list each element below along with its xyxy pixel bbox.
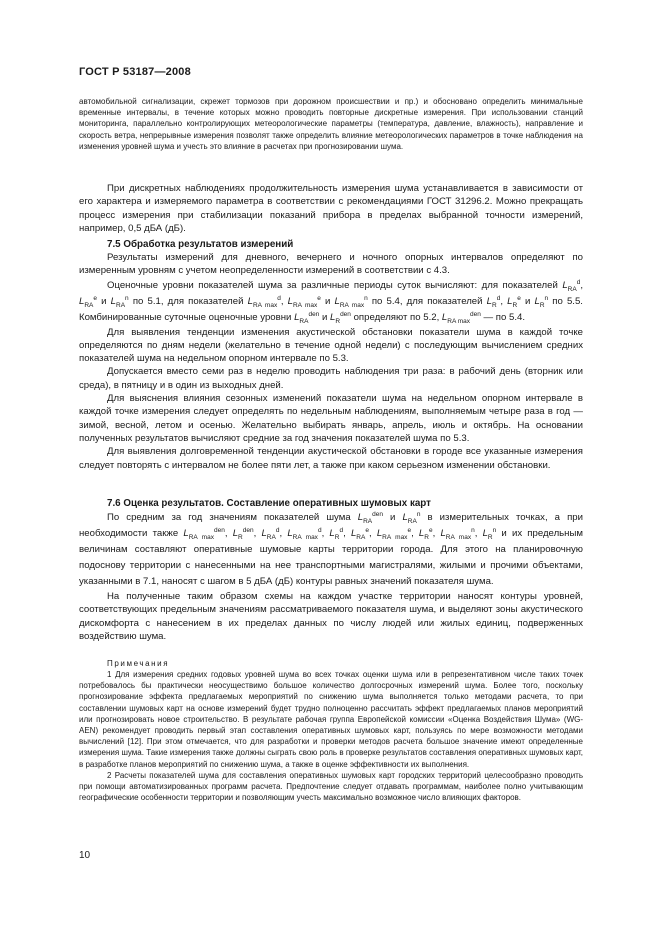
section-7-6-heading: 7.6 Оценка результатов. Составление оперативных шумовых карт bbox=[107, 498, 431, 509]
section-7-5-p5: Для выяснения влияния сезонных изменений показатели шума на недельном опорном интервале в каждой точке измерения следует определять по недельным наблюдениям, выполняемым четыре раза в год — зимой, весной, летом и осенью. Желательно выбирать январь, апрель, июль и октябрь. На основании полученных результатов вычисляют средние за год значения показателей шума по 5.3. bbox=[79, 393, 583, 444]
document-header: ГОСТ Р 53187—2008 bbox=[79, 66, 191, 78]
section-7-5 bbox=[79, 238, 583, 472]
intro-block bbox=[79, 96, 583, 152]
section-7-5-p2: Оценочные уровни показателей шума за различные периоды суток вычисляют: для показателей $L_{RA}^d$, $L_{RA}^e$ и $L_{RA}^n$ по 5.1, для показателей $L_{RA max}^d$, $L_{RA max}^e$ и $L_{RA max}^n$ по 5.4, для показателей $L_R^d$, $L_R^e$ и $L_R^n$ по 5.5. Комбинированные суточные оценочные уровни $L_{RA}^{den}$ и $L_R^{den}$ определяют по 5.2, $L_{RA max}^{den}$ — по 5.4. bbox=[79, 278, 583, 325]
page-number: 10 bbox=[79, 850, 91, 861]
note-1: 1 Для измерения средних годовых уровней шума во всех точках оценки шума или в репрезентативном числе таких точек потребовалось бы практически неосуществимо большое количество долгосрочных измерений шума. Более того, поскольку прогнозирование эффекта предлагаемых мероприятий по снижению шума выполняется только методами расчета, то при составлении шумовых карт на основе измерений будет трудно полноценно рассчитать эффект предлагаемых планов мероприятий или прогнозировать новое строительство. В результате рабочая группа Европейской комиссии «Оценка Воздействия Шума» (WG-AEN) рекомендует проводить первый этап составления оперативных шумовых карт, пользуясь по мере возможности методами вычислений [12]. При этом отмечается, что для разработки и проверки методов расчета большое значение имеют определенные измерения шума. Такие измерения также должны сыграть свою роль в проверке результатов составления оперативных шумовых карт, в разработке планов мероприятий по снижению шума, а также в оценке эффективности их выполнения. bbox=[79, 670, 583, 769]
notes-title: Примечания bbox=[107, 659, 170, 668]
section-7-6-p2: На полученные таким образом схемы на каждом участке территории наносят контуры уровней, соответствующих предельным значениям рассматриваемого показателя шума, и выделяют зоны акустического дискомфорта с нанесением в их пределах данных по числу людей или жилых единиц, подверженных воздействию шума. bbox=[79, 591, 583, 642]
notes-block bbox=[79, 658, 583, 803]
section-7-6-p1: По средним за год значениям показателей шума $L_{RA}^{den}$ и $L_{RA}^n$ в измерительных точках, а при необходимости также $L_{RA max}^{den}$, $L_R^{den}$, $L_{RA}^d$, $L_{RA max}^d$, $L_R^d$, $L_{RA}^e$, $L_{RA max}^e$, $L_R^e$, $L_{RA max}^n$, $L_R^n$ и их предельным величинам составляют оперативные шумовые карты территории города. Для этого на планировочную подоснову территории с нанесенными на нее транспортными магистралями, жилыми и прочими объектами, указанными в 7.1, наносят с шагом в 5 дБА (дБ) контуры равных значений показателя шума. bbox=[79, 510, 583, 587]
section-7-5-p6: Для выявления долговременной тенденции акустической обстановки в городе все указанные измерения следует повторять с интервалом не более пяти лет, а также при каком серьезном изменении обстановки. bbox=[79, 446, 583, 471]
note-2: 2 Расчеты показателей шума для составления оперативных шумовых карт городских территорий целесообразно проводить при помощи автоматизированных программ расчета. Предпочтение следует отдавать программам, наиболее полно учитывающим географические особенности территории и позволяющим учесть максимально возможное число влияющих факторов. bbox=[79, 770, 583, 803]
section-7-5-heading: 7.5 Обработка результатов измерений bbox=[107, 239, 294, 250]
intro-paragraph: автомобильной сигнализации, скрежет тормозов при дорожном происшествии и пр.) и обосновано определить минимальные временные интервалы, в течение которых можно проводить повторные дискретные измерения. При использовании станций мониторинга, параллельно контролирующих метеорологические параметры (температура, давление, влажность), направление и скорость ветра, непрерывные измерения позволят также определить влияние метеорологических параметров в точке наблюдения на изменения уровней шума и учесть это влияние в расчетах при прогнозировании шума. bbox=[79, 97, 583, 151]
discrete-block bbox=[79, 182, 583, 235]
section-7-6 bbox=[79, 497, 583, 643]
section-7-5-p4: Допускается вместо семи раз в неделю проводить наблюдения три раза: в рабочий день (вторник или среда), в пятницу и в один из выходных дней. bbox=[79, 366, 583, 391]
section-7-5-p3: Для выявления тенденции изменения акустической обстановки показатели шума в каждой точке определяются по дням недели (желательно в течение одной недели) с последующим вычислением средних показателей шума на недельном опорном интервале по 5.3. bbox=[79, 326, 583, 365]
section-7-5-p1: Результаты измерений для дневного, вечернего и ночного опорных интервалов определяют по измеренным уровням с учетом неопределенности измерений в соответствии с 4.3. bbox=[79, 252, 583, 277]
discrete-paragraph: При дискретных наблюдениях продолжительность измерения шума устанавливается в зависимости от его характера и измеряемого параметра в соответствии с рекомендациями ГОСТ 31296.2. Можно прекращать процесс измерения при стабилизации показаний прибора в пределах выбранной точности измерений, например, 0,5 дБА (дБ). bbox=[79, 183, 583, 234]
